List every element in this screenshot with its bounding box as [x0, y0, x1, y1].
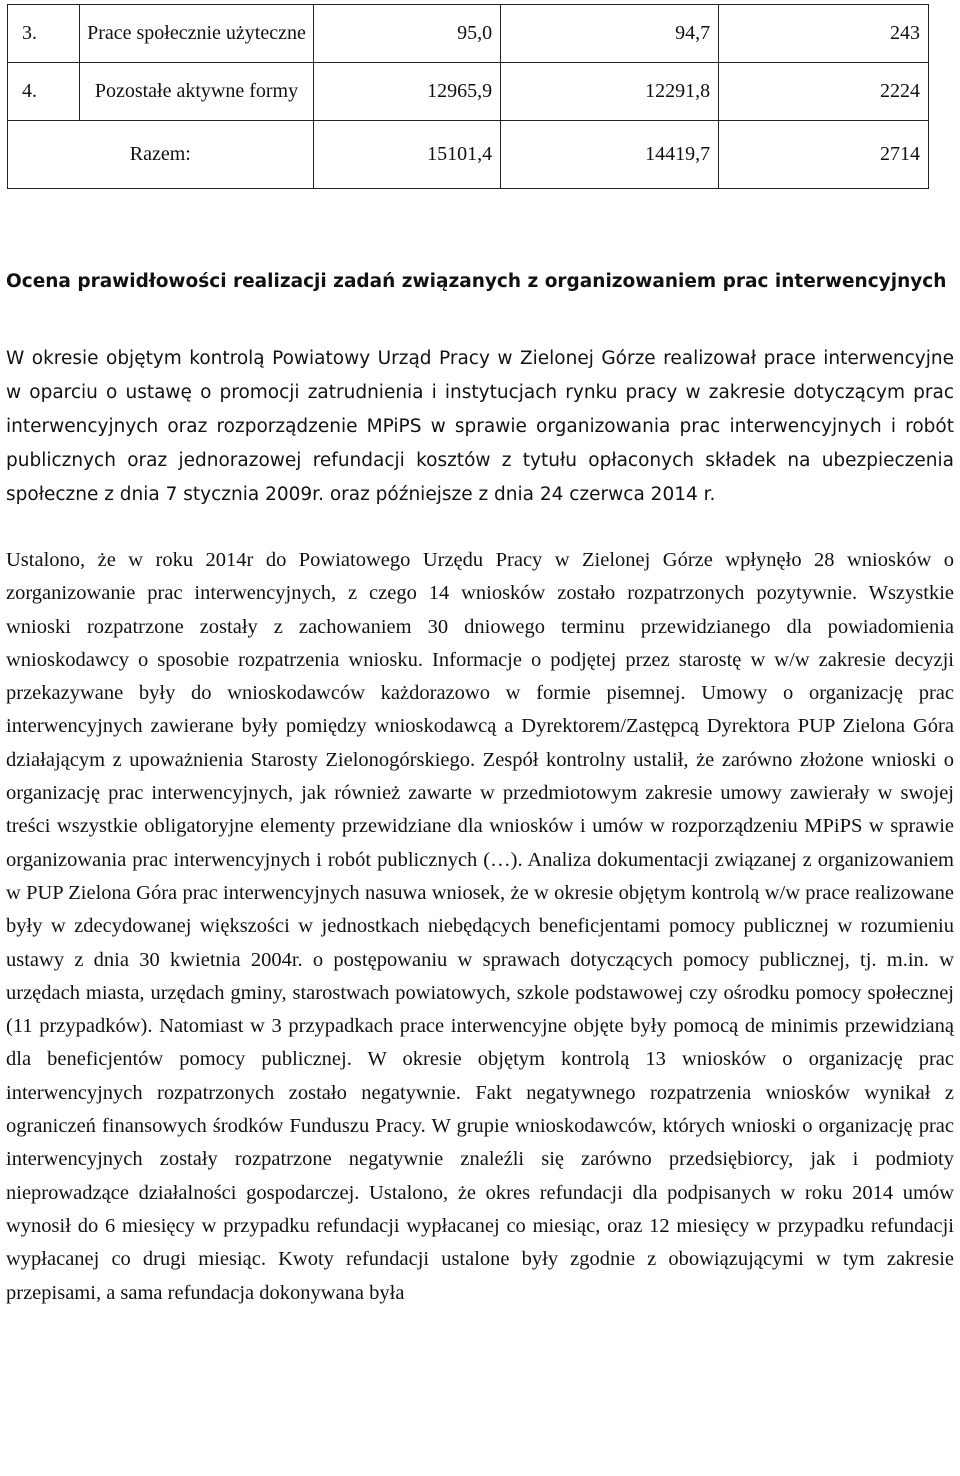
row-value-1: 95,0	[313, 5, 500, 63]
total-label: Razem:	[8, 121, 314, 189]
row-value-3: 243	[719, 5, 929, 63]
table-row	[8, 5, 929, 63]
row-number: 3.	[8, 5, 80, 63]
row-value-2: 94,7	[501, 5, 719, 63]
paragraph-legal-basis: W okresie objętym kontrolą Powiatowy Urząd Pracy w Zielonej Górze realizował prace interwencyjne w oparciu o ustawę o promocji zatrudnienia i instytucjach rynku pracy w zakresie dotyczącym prac interwencyjnych oraz rozporządzenie MPiPS w sprawie organizowania prac interwencyjnych i robót publicznych oraz jednorazowej refundacji kosztów z tytułu opłaconych składek na ubezpieczenia społeczne z dnia 7 stycznia 2009r. oraz późniejsze z dnia 24 czerwca 2014 r.	[6, 348, 954, 505]
summary-table	[7, 4, 929, 189]
total-value-3: 2714	[719, 121, 929, 189]
row-value-2: 12291,8	[501, 63, 719, 121]
row-name: Prace społecznie użyteczne	[80, 5, 313, 63]
row-value-1: 12965,9	[313, 63, 500, 121]
table-row	[8, 63, 929, 121]
table-total-row	[8, 121, 929, 189]
row-value-3: 2224	[719, 63, 929, 121]
row-number: 4.	[8, 63, 80, 121]
total-value-1: 15101,4	[313, 121, 500, 189]
total-value-2: 14419,7	[501, 121, 719, 189]
paragraph-findings: Ustalono, że w roku 2014r do Powiatowego Urzędu Pracy w Zielonej Górze wpłynęło 28 wniosków o zorganizowanie prac interwencyjnych, z czego 14 wniosków zostało rozpatrzonych pozytywnie. Wszystkie wnioski rozpatrzone zostały z zachowaniem 30 dniowego terminu przewidzianego dla powiadomienia wnioskodawcy o sposobie rozpatrzenia wniosku. Informacje o podjętej przez starostę w w/w zakresie decyzji przekazywane były do wnioskodawców każdorazowo w formie pisemnej. Umowy o organizację prac interwencyjnych zawierane były pomiędzy wnioskodawcą a Dyrektorem/Zastępcą Dyrektora PUP Zielona Góra działającym z upoważnienia Starosty Zielonogórskiego. Zespół kontrolny ustalił, że zarówno złożone wnioski o organizację prac interwencyjnych, jak również zawarte w przedmiotowym zakresie umowy zawierały w swojej treści wszystkie obligatoryjne elementy przewidziane dla wniosków i umów w rozporządzeniu MPiPS w sprawie organizowania prac interwencyjnych i robót publicznych (…). Analiza dokumentacji związanej z organizowaniem w PUP Zielona Góra prac interwencyjnych nasuwa wniosek, że w okresie objętym kontrolą w/w prace realizowane były w zdecydowanej większości w jednostkach niebędących beneficjentami pomocy publicznej w rozumieniu ustawy z dnia 30 kwietnia 2004r. o postępowaniu w sprawach dotyczących pomocy publicznej, tj. m.in. w urzędach miasta, urzędach gminy, starostwach powiatowych, szkole podstawowej czy ośrodku pomocy społecznej (11 przypadków). Natomiast w 3 przypadkach prace interwencyjne objęte były pomocą de minimis przewidzianą dla beneficjentów pomocy publicznej. W okresie objętym kontrolą 13 wniosków o organizację prac interwencyjnych rozpatrzonych zostało negatywnie. Fakt negatywnego rozpatrzenia wniosków wynikał z ograniczeń finansowych środków Funduszu Pracy. W grupie wnioskodawców, których wnioski o organizację prac interwencyjnych zostały rozpatrzone negatywnie znaleźli się zarówno przedsiębiorcy, jak i podmioty nieprowadzące działalności gospodarczej. Ustalono, że okres refundacji dla podpisanych w roku 2014 umów wynosił do 6 miesięcy w przypadku refundacji wypłacanej co miesiąc, oraz 12 miesięcy w przypadku refundacji wypłacanej co drugi miesiąc. Kwoty refundacji ustalone były zgodnie z obowiązującymi w tym zakresie przepisami, a sama refundacja dokonywana była	[6, 549, 954, 1304]
row-name: Pozostałe aktywne formy	[80, 63, 313, 121]
section-heading: Ocena prawidłowości realizacji zadań związanych z organizowaniem prac interwencyjnych	[6, 271, 947, 292]
